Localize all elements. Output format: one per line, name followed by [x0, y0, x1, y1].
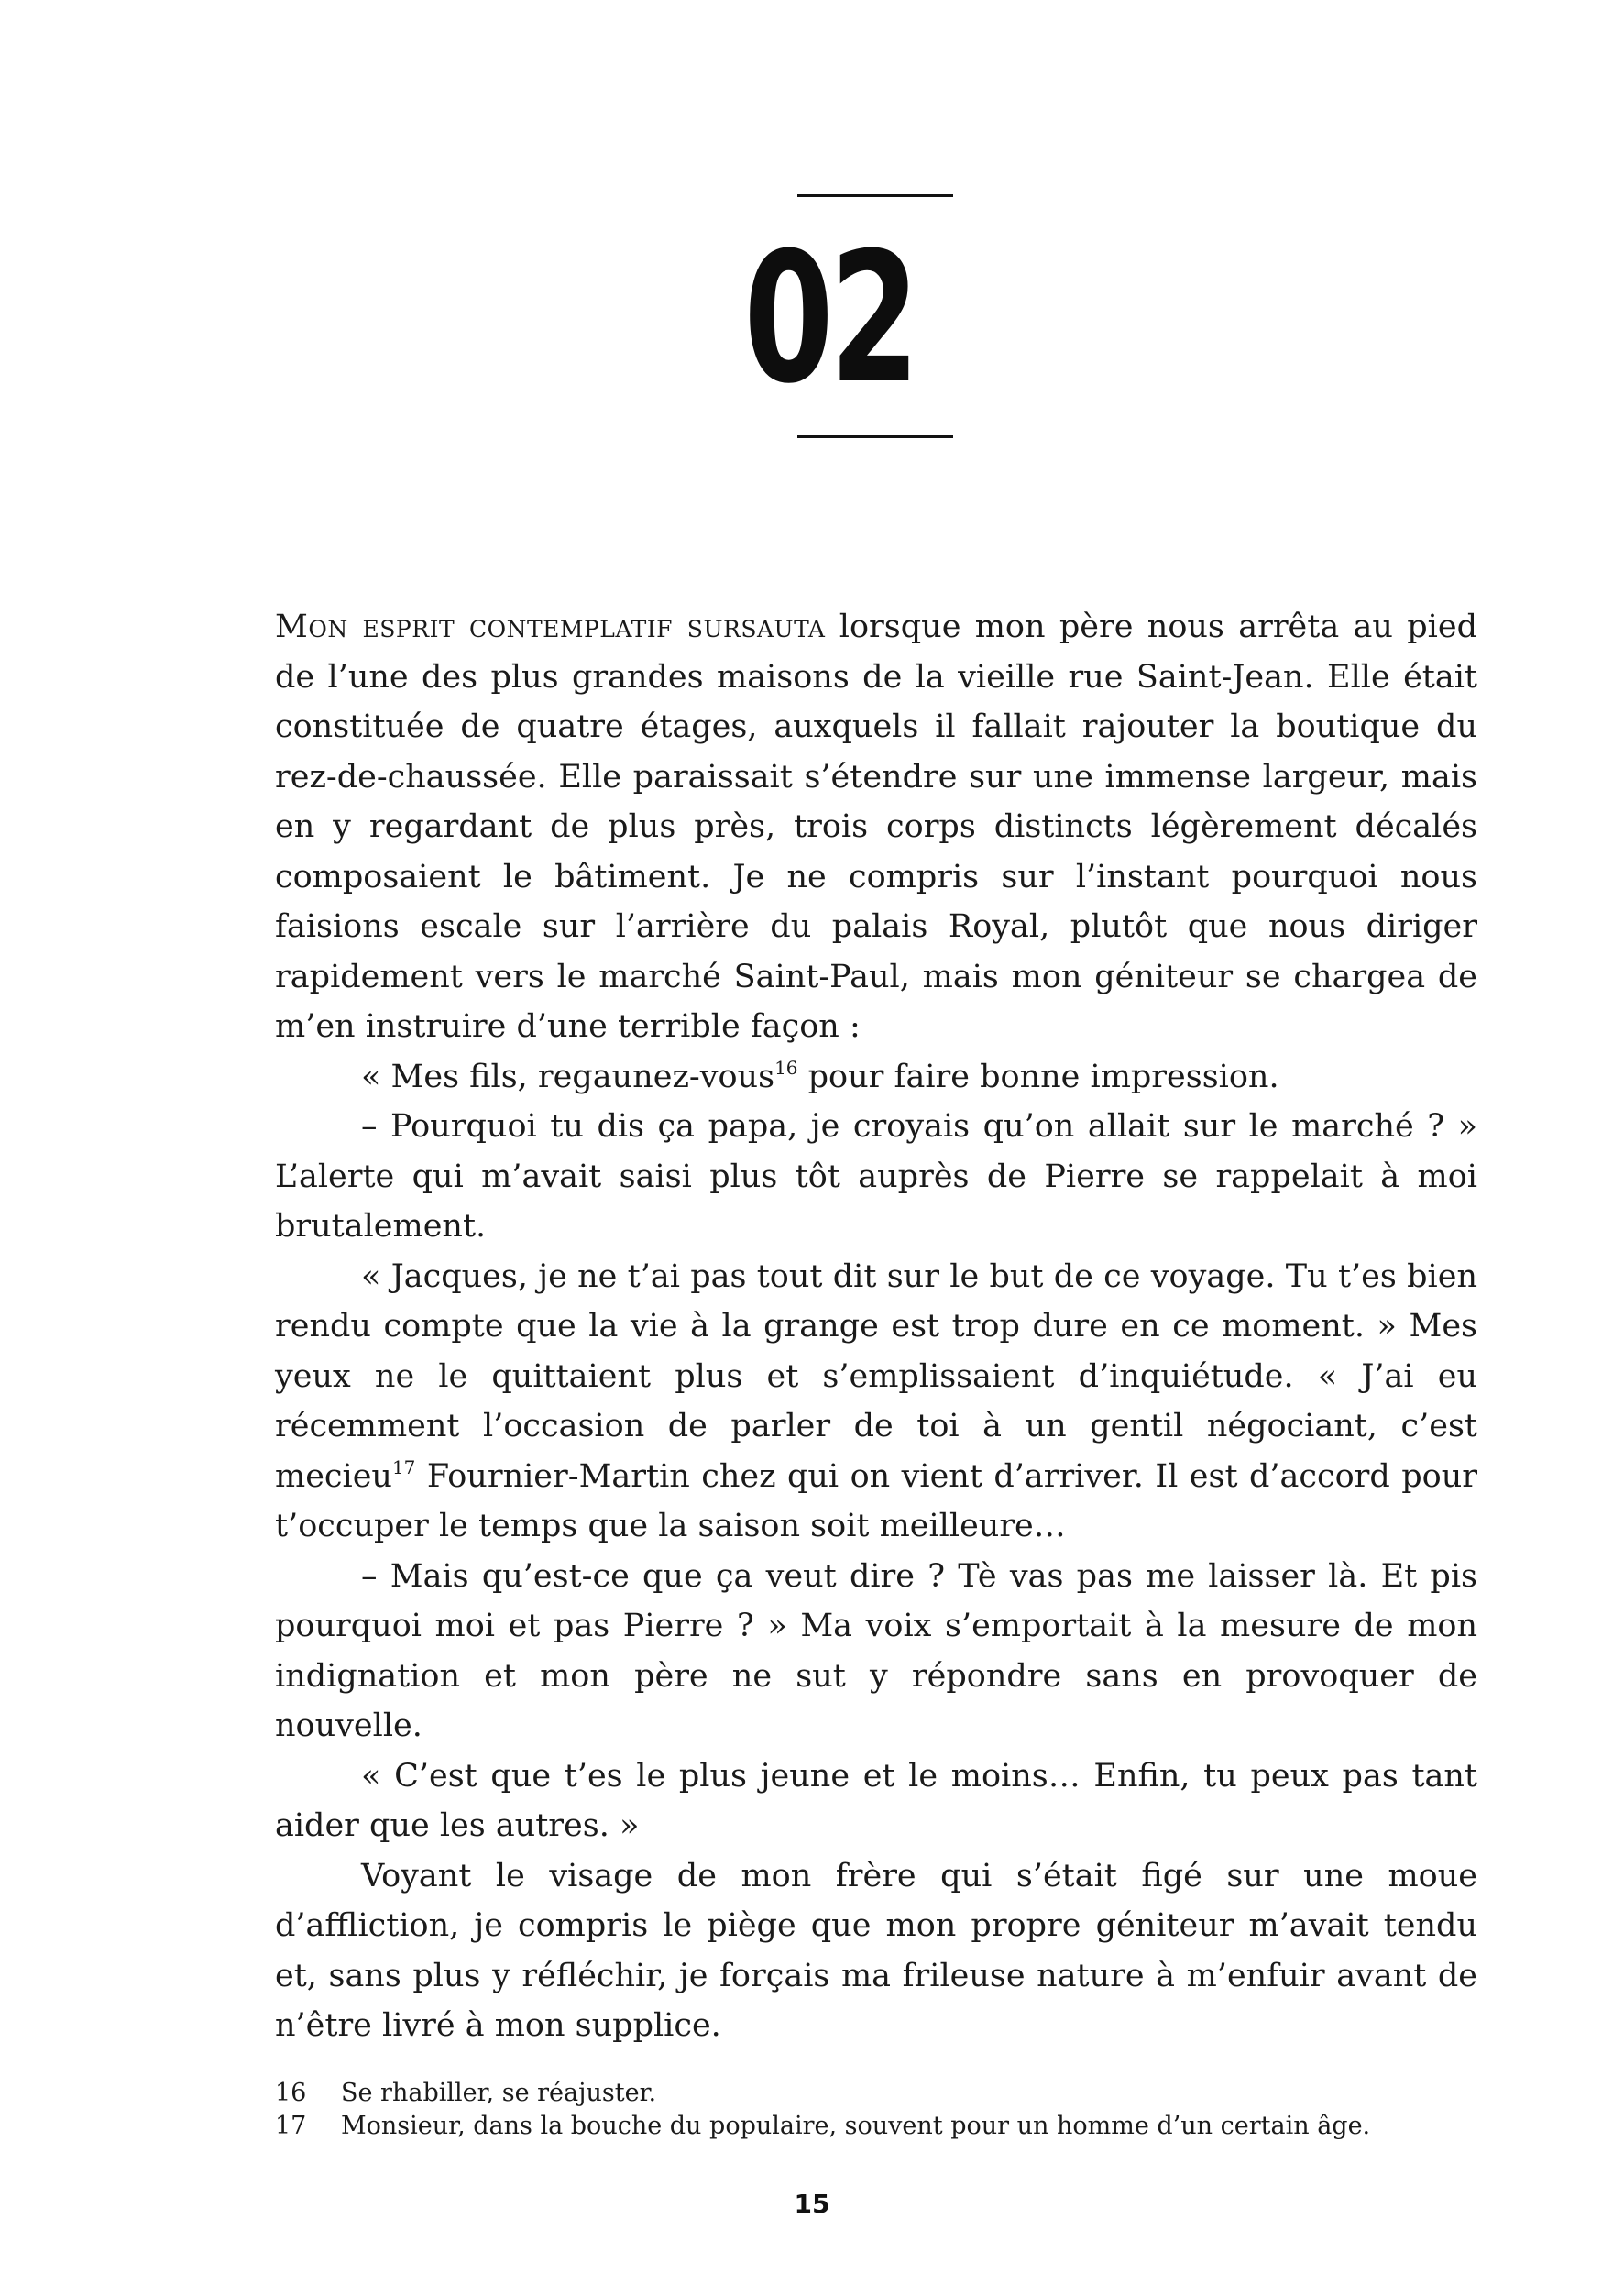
- page-number: 15: [794, 2189, 830, 2219]
- paragraph-2: [275, 1052, 1477, 1103]
- footnotes: [275, 2077, 1477, 2143]
- paragraph-text: lorsque mon père nous arrêta au pied de l’une des plus grandes maisons de la vieille rue Saint-Jean. Elle était constituée de quatre étages, auxquels il fallait rajouter la boutique du rez-de-chaussée. Elle paraissait s’étendre sur une immense largeur, mais en y regardant de plus près, trois corps distincts légèrement décalés composaient le bâtiment. Je ne compris sur l’instant pourquoi nous faisions escale sur l’arrière du palais Royal, plutôt que nous diriger rapidement vers le marché Saint-Paul, mais mon géniteur se chargea de m’en instruire d’une terrible façon :: [275, 609, 1477, 1045]
- chapter-number: 02: [743, 214, 916, 423]
- paragraph-3: – Pourquoi tu dis ça papa, je croyais qu’on allait sur le marché ? » L’alerte qui m’avait saisi plus tôt auprès de Pierre se rappelait à moi brutalement.: [275, 1108, 1477, 1245]
- paragraph-7: Voyant le visage de mon frère qui s’était figé sur une moue d’affliction, je compris le piège que mon propre géniteur m’avait tendu et, sans plus y réfléchir, je forçais ma frileuse nature à m’enfuir avant de n’être livré à mon supplice.: [275, 1857, 1477, 2044]
- footnote-ref-16[interactable]: 16: [774, 1056, 798, 1079]
- chapter-rule-top: [797, 194, 953, 197]
- chapter-rule-bottom: [797, 435, 953, 438]
- body-text: [275, 602, 1477, 2051]
- paragraph-1: [275, 602, 1477, 1052]
- small-caps-lead: Mon esprit contemplatif sursauta: [275, 609, 826, 645]
- footnote-number: 16: [275, 2079, 307, 2107]
- paragraph-4: [275, 1252, 1477, 1552]
- footnote-ref-17[interactable]: 17: [391, 1455, 416, 1478]
- paragraph-6: « C’est que t’es le plus jeune et le moins… Enfin, tu peux pas tant aider que les autres. »: [275, 1757, 1477, 1844]
- paragraph-text: « Jacques, je ne t’ai pas tout dit sur le but de ce voyage. Tu t’es bien rendu compte que la vie à la grange est trop dure en ce moment. » Mes yeux ne le quittaient plus et s’emplissaient d’inquiétude. « J’ai eu récemment l’occasion de parler de toi à un gentil négociant, c’est mecieu: [275, 1257, 1477, 1495]
- paragraph-5: – Mais qu’est-ce que ça veut dire ? Tè vas pas me laisser là. Et pis pourquoi moi et pas Pierre ? » Ma voix s’emportait à la mesure de mon indignation et mon père ne sut y répondre sans en provoquer de nouvelle.: [275, 1557, 1477, 1744]
- footnote-text: Monsieur, dans la bouche du populaire, souvent pour un homme d’un certain âge.: [341, 2112, 1371, 2140]
- footnote-text: Se rhabiller, se réajuster.: [341, 2079, 657, 2107]
- paragraph-text: « Mes fils, regaunez-vous: [361, 1058, 775, 1095]
- footnote-16: [275, 2077, 1477, 2110]
- footnote-number: 17: [275, 2112, 307, 2140]
- paragraph-text: pour faire bonne impression.: [797, 1058, 1279, 1095]
- paragraph-text: Fournier-Martin chez qui on vient d’arriver. Il est d’accord pour t’occuper le temps que la saison soit meilleure…: [275, 1457, 1477, 1544]
- footnote-17: [275, 2110, 1477, 2143]
